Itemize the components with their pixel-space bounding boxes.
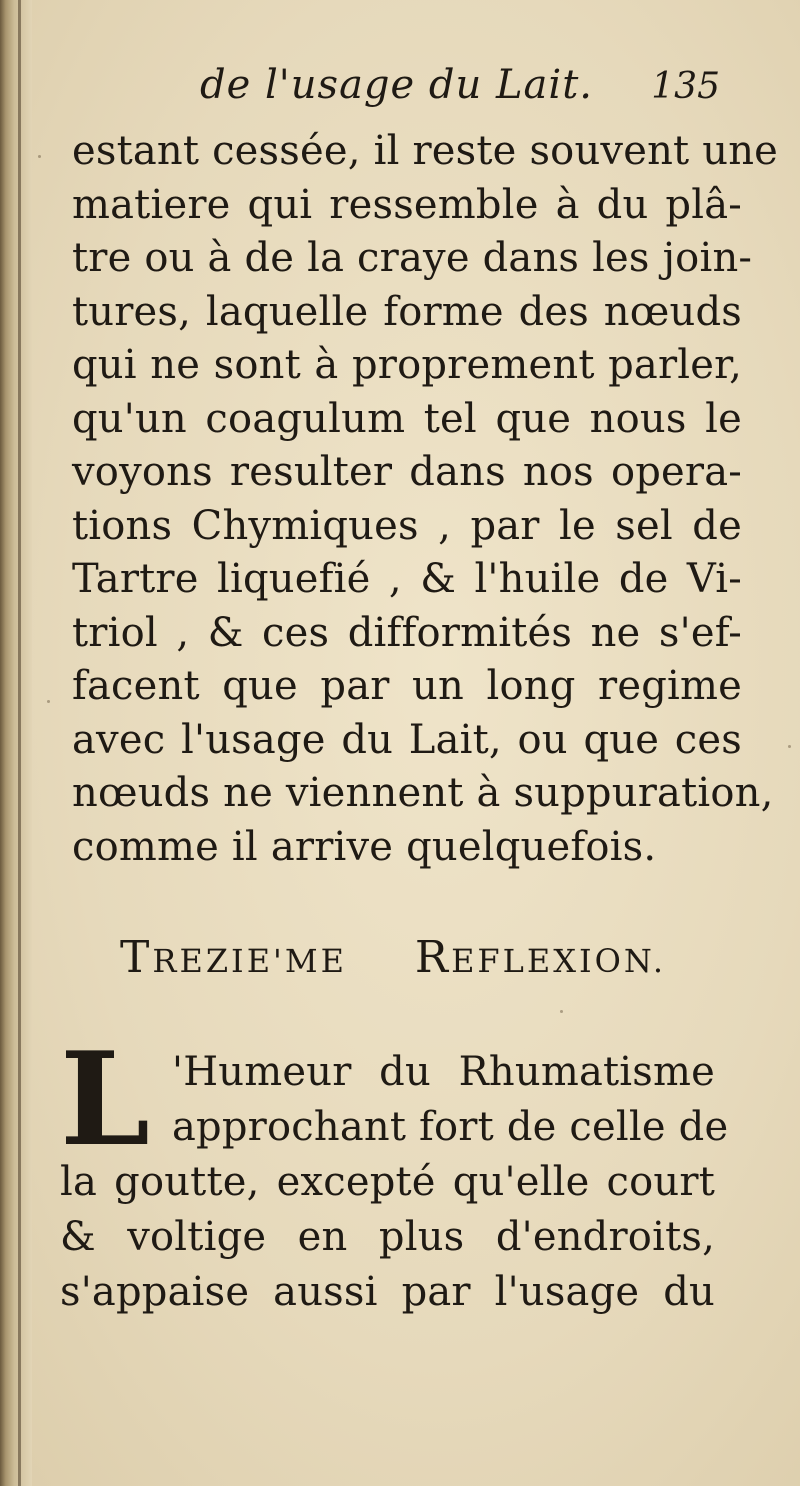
page-binding bbox=[0, 0, 32, 1486]
text-line: nœuds ne viennent à suppuration, bbox=[72, 770, 774, 816]
text-line: matiere qui ressemble à du plâ- bbox=[72, 181, 742, 228]
text-line: 'Humeur du Rhumatisme bbox=[172, 1049, 715, 1095]
text-line: qu'un coagulum tel que nous le bbox=[72, 395, 742, 442]
paper-speck bbox=[560, 1010, 563, 1013]
text-line: voyons resulter dans nos opera- bbox=[72, 449, 742, 495]
paper-speck bbox=[788, 745, 791, 748]
text-line: approchant fort de celle de bbox=[172, 1104, 729, 1150]
text-line: & voltige en plus d'endroits, bbox=[60, 1214, 715, 1260]
body-paragraph bbox=[72, 125, 779, 874]
text-line: facent que par un long regime bbox=[72, 663, 742, 709]
heading-smallcaps: EFLEXION. bbox=[451, 942, 667, 980]
text-line: Tartre liquefié , & l'huile de Vi- bbox=[72, 556, 742, 602]
text-line: comme il arrive quelquefois. bbox=[72, 823, 657, 870]
heading-cap: T bbox=[120, 932, 153, 983]
text-line: tre ou à de la craye dans les join- bbox=[72, 235, 753, 281]
page-number: 135 bbox=[651, 66, 720, 107]
text-line: la goutte, excepté qu'elle court bbox=[60, 1159, 715, 1205]
heading-smallcaps: REZIE'ME bbox=[152, 942, 347, 980]
text-line: avec l'usage du Lait, ou que ces bbox=[72, 716, 742, 763]
paper-speck bbox=[38, 155, 41, 158]
text-line: qui ne sont à proprement parler, bbox=[72, 342, 742, 388]
heading-cap: R bbox=[414, 932, 452, 983]
text-line: estant cessée, il reste souvent une bbox=[72, 128, 779, 174]
binding-edge bbox=[18, 0, 21, 1486]
page-header bbox=[70, 62, 750, 122]
paper-speck bbox=[47, 700, 50, 703]
text-line: s'appaise aussi par l'usage du bbox=[60, 1269, 715, 1315]
running-head: de l'usage du Lait. bbox=[200, 62, 593, 108]
text-line: tures, laquelle forme des nœuds bbox=[72, 288, 742, 335]
indented-lines bbox=[172, 1045, 729, 1155]
text-line: triol , & ces difformités ne s'ef- bbox=[72, 609, 742, 656]
drop-cap: L bbox=[60, 1025, 150, 1175]
text-line: tions Chymiques , par le sel de bbox=[72, 502, 742, 549]
section-paragraph bbox=[60, 1025, 729, 1320]
section-heading bbox=[120, 928, 680, 988]
